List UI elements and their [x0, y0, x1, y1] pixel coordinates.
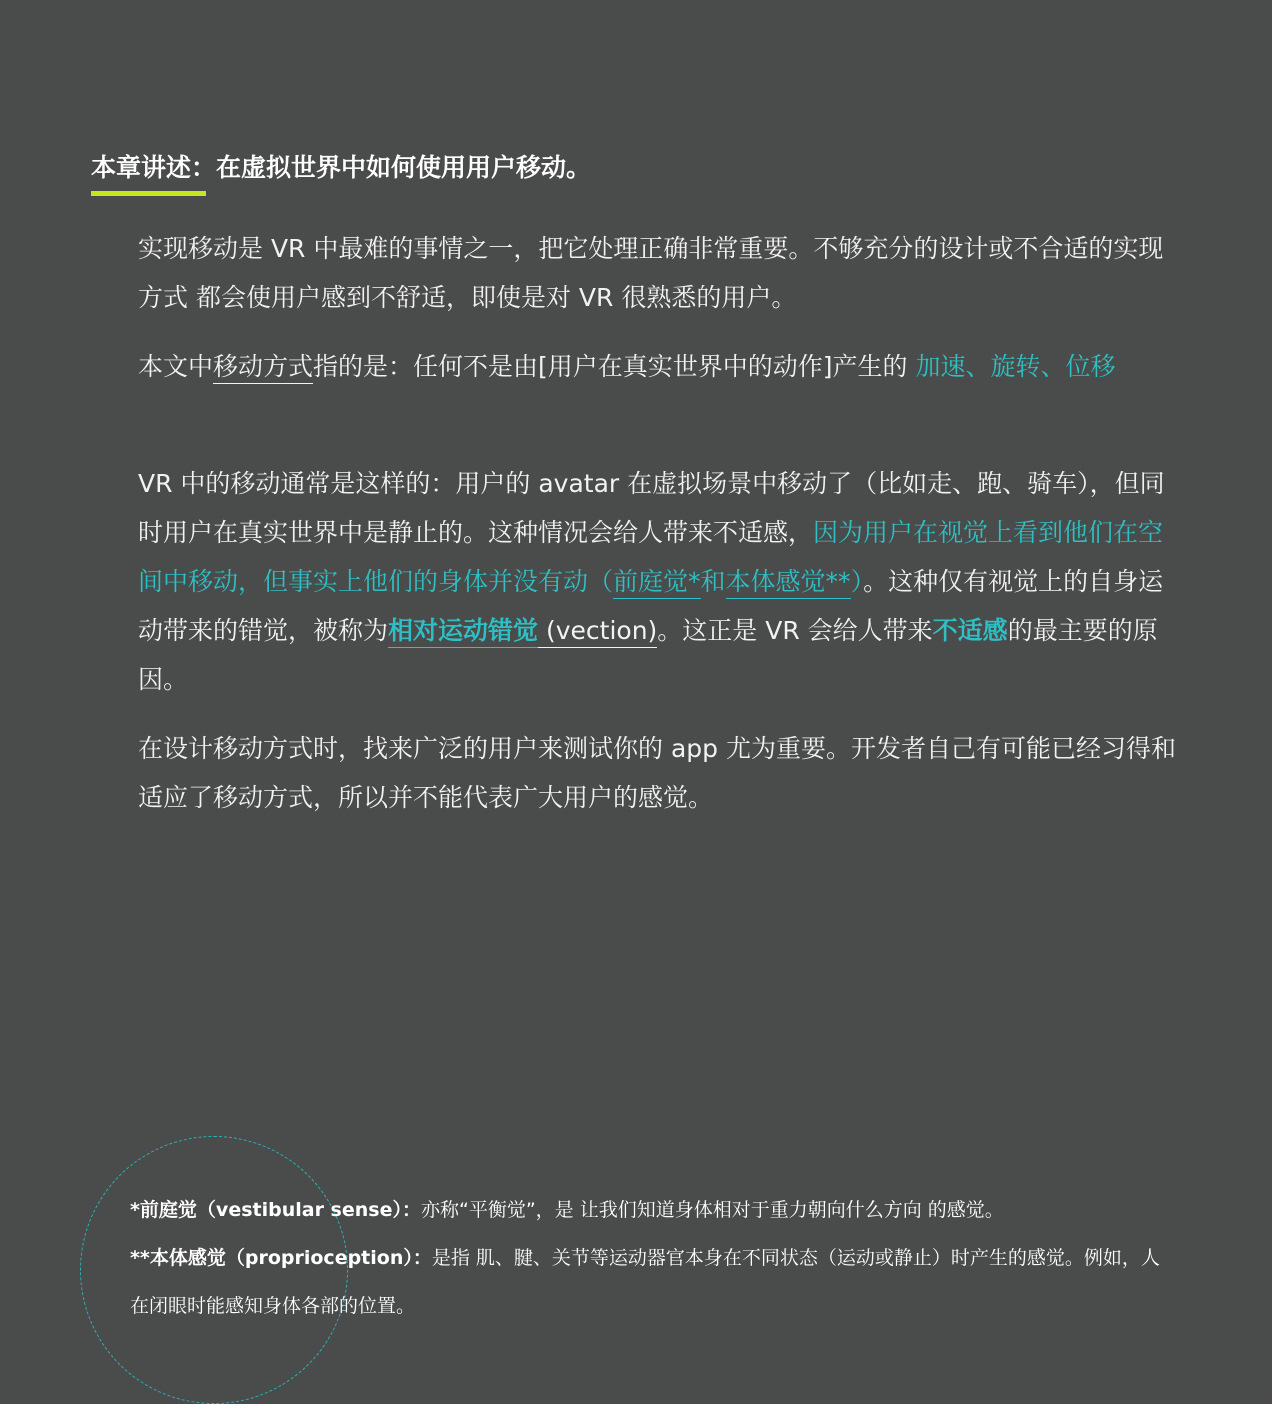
definition-lead: 本文中 [138, 352, 214, 381]
paragraph-testing-text: 在设计移动方式时，找来广泛的用户来测试你的 app 尤为重要。开发者自己有可能已经习得和适应了移动方式，所以并不能代表广大用户的感觉。 [138, 734, 1176, 812]
title-underline [91, 191, 206, 196]
paragraph-intro [138, 224, 1178, 322]
term-vection: 相对运动错觉 [388, 616, 538, 648]
footnote-vestibular-text: 亦称“平衡觉”，是 让我们知道身体相对于重力朝向什么方向 的感觉。 [420, 1199, 1004, 1221]
vection-end: 的最主要的原因。 [138, 616, 1158, 694]
vection-lead: VR 中的移动通常是这样的：用户的 avatar 在虚拟场景中移动了（比如走、跑、骑车），但同时用户在真实世界中是静止的。这种情况会给人带来不适感， [138, 469, 1165, 547]
term-proprioception: 本体感觉** [726, 567, 851, 599]
vection-body: 。这种仅有视觉上的自身运动带来的错觉，被称为 [138, 567, 1164, 645]
footnote-proprioception-text: 是指 肌、腱、关节等运动器官本身在不同状态（运动或静止）时产生的感觉。例如，人在闭眼时能感知身体各部的位置。 [130, 1247, 1160, 1317]
highlight-motion-types: 加速、旋转、位移 [915, 352, 1116, 381]
vection-conclusion: 。这正是 VR 会给人带来 [657, 616, 933, 645]
footnote-vestibular [130, 1186, 1160, 1234]
highlight-and: 和 [700, 567, 726, 596]
paragraph-testing [138, 724, 1178, 822]
footnote-vestibular-term: *前庭觉（vestibular sense）： [130, 1199, 421, 1221]
footnote-proprioception-term: **本体感觉（proprioception）： [130, 1247, 432, 1269]
term-locomotion: 移动方式 [213, 352, 313, 384]
paragraph-vection [138, 459, 1178, 704]
term-vection-english: (vection) [538, 616, 657, 648]
page-title: 本章讲述：在虚拟世界中如何使用用户移动。 [91, 153, 592, 182]
definition-body: 指的是：任何不是由[用户在真实世界中的动作]产生的 [313, 352, 916, 381]
paragraph-intro-text: 实现移动是 VR 中最难的事情之一，把它处理正确非常重要。不够充分的设计或不合适的实现方式 都会使用户感到不舒适，即使是对 VR 很熟悉的用户。 [138, 234, 1164, 312]
highlight-cause: 因为用户在视觉上看到他们在空间中移动，但事实上他们的身体并没有动（ [138, 518, 1164, 596]
paragraph-definition [138, 342, 1178, 391]
term-discomfort: 不适感 [932, 616, 1008, 645]
footnotes [130, 1186, 1160, 1330]
term-vestibular-sense: 前庭觉* [613, 567, 701, 599]
highlight-close-paren: ） [850, 567, 864, 596]
footnote-proprioception [130, 1234, 1160, 1330]
